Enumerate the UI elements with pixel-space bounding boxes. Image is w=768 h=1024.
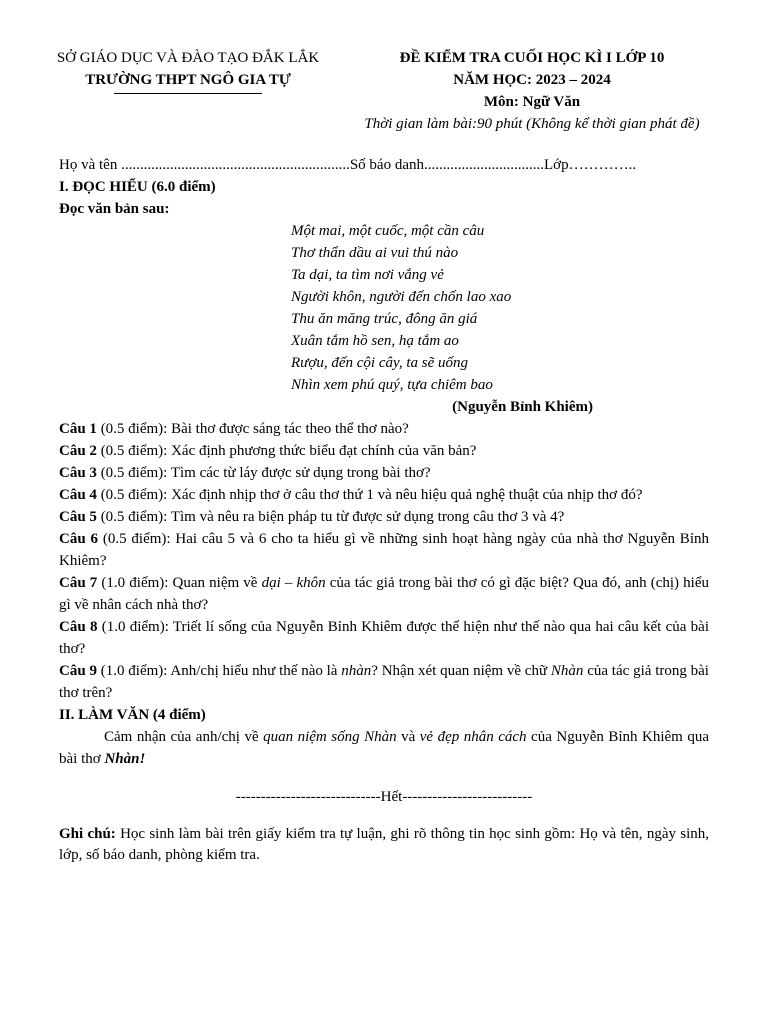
department-name: SỞ GIÁO DỤC VÀ ĐÀO TẠO ĐẮK LẮK <box>56 50 320 66</box>
question-9 <box>59 660 709 704</box>
poem-line: Nhìn xem phú quý, tựa chiêm bao <box>291 377 493 393</box>
time-note: Thời gian làm bài:90 phút (Không kể thời gian phát đề) <box>364 116 700 132</box>
poem-line: Rượu, đến cội cây, ta sẽ uống <box>291 355 468 371</box>
question-label: Câu 3 <box>59 465 97 481</box>
question-7 <box>59 572 709 616</box>
exam-title: ĐỀ KIỂM TRA CUỐI HỌC KÌ I LỚP 10 <box>399 50 665 66</box>
poem-line: Thơ thẩn dầu ai vui thú nào <box>291 245 459 261</box>
question-label: Câu 1 <box>59 421 97 437</box>
poem <box>291 220 709 396</box>
question-text: ? Nhận xét quan niệm về chữ <box>371 663 551 679</box>
school-name: TRƯỜNG THPT NGÔ GIA TỰ <box>85 72 291 88</box>
question-emphasis: Nhàn <box>550 663 584 679</box>
question-3 <box>59 462 709 484</box>
question-emphasis: nhàn <box>341 663 372 679</box>
student-info-line: Họ và tên .............................................................Số báo danh................................Lớp………….. <box>59 157 637 173</box>
essay-emphasis: vẻ đẹp nhân cách <box>419 729 527 745</box>
question-label: Câu 4 <box>59 487 97 503</box>
question-1 <box>59 418 709 440</box>
question-5 <box>59 506 709 528</box>
reading-intro: Đọc văn bản sau: <box>59 201 170 217</box>
essay-emphasis: quan niệm sống Nhàn <box>263 729 397 745</box>
section1-title: I. ĐỌC HIỂU (6.0 điểm) <box>59 179 216 195</box>
poem-author: (Nguyễn Bỉnh Khiêm) <box>452 399 593 415</box>
question-text: (1.0 điểm): Anh/chị hiểu như thế nào là <box>96 663 342 679</box>
section2-title: II. LÀM VĂN (4 điểm) <box>59 707 206 723</box>
note <box>59 824 709 866</box>
essay-prompt <box>59 726 709 770</box>
question-label: Câu 2 <box>59 443 97 459</box>
question-6 <box>59 528 709 572</box>
question-text: của tác giả trong bài thơ trên? <box>59 663 709 701</box>
poem-line: Một mai, một cuốc, một cần câu <box>291 223 485 239</box>
question-text: (0.5 điểm): Xác định phương thức biểu đạt chính của văn bản? <box>96 443 477 459</box>
note-text: Học sinh làm bài trên giấy kiểm tra tự luận, ghi rõ thông tin học sinh gồm: Họ và tên, ngày sinh, lớp, số báo danh, phòng kiểm tra. <box>59 826 709 863</box>
subject: Môn: Ngữ Văn <box>483 94 581 110</box>
question-label: Câu 6 <box>59 531 99 547</box>
essay-poem-title: Nhàn! <box>104 751 146 767</box>
poem-line: Xuân tắm hồ sen, hạ tắm ao <box>291 333 459 349</box>
question-label: Câu 9 <box>59 663 97 679</box>
exam-body <box>59 154 709 866</box>
question-label: Câu 7 <box>59 575 98 591</box>
essay-text: Cảm nhận của anh/chị về <box>104 729 264 745</box>
poem-line: Thu ăn măng trúc, đông ăn giá <box>291 311 478 327</box>
question-label: Câu 8 <box>59 619 98 635</box>
question-text: (1.0 điểm): Triết lí sống của Nguyễn Bỉnh Khiêm được thể hiện như thế nào qua hai câu kết của bài thơ? <box>59 619 709 657</box>
question-emphasis: dại – khôn <box>261 575 326 591</box>
question-text: (0.5 điểm): Bài thơ được sáng tác theo thể thơ nào? <box>96 421 409 437</box>
question-8 <box>59 616 709 660</box>
question-4 <box>59 484 709 506</box>
poem-line: Ta dại, ta tìm nơi vắng vẻ <box>291 267 444 283</box>
question-text: của tác giả trong bài thơ có gì đặc biệt? Qua đó, anh (chị) hiểu gì về nhân cách nhà thơ? <box>59 575 709 613</box>
question-text: (0.5 điểm): Tìm và nêu ra biện pháp tu từ được sử dụng trong câu thơ 3 và 4? <box>96 509 565 525</box>
header-left <box>30 47 346 94</box>
essay-text: của Nguyễn Bỉnh Khiêm qua bài thơ <box>59 729 709 767</box>
question-2 <box>59 440 709 462</box>
header-divider <box>114 93 262 94</box>
note-label: Ghi chú: <box>59 826 116 842</box>
question-text: (0.5 điểm): Xác định nhịp thơ ở câu thơ thứ 1 và nêu hiệu quả nghệ thuật của nhịp thơ đó? <box>96 487 643 503</box>
question-text: (0.5 điểm): Hai câu 5 và 6 cho ta hiểu gì về những sinh hoạt hàng ngày của nhà thơ Nguyễn Bỉnh Khiêm? <box>59 531 709 569</box>
question-text: (1.0 điểm): Quan niệm về <box>97 575 262 591</box>
end-mark: -----------------------------Hết-------------------------- <box>235 789 533 805</box>
question-label: Câu 5 <box>59 509 97 525</box>
poem-line: Người khôn, người đến chốn lao xao <box>291 289 512 305</box>
header-right <box>362 47 702 135</box>
essay-text: và <box>396 729 420 745</box>
school-year: NĂM HỌC: 2023 – 2024 <box>453 72 611 88</box>
question-text: (0.5 điểm): Tìm các từ láy được sử dụng trong bài thơ? <box>96 465 431 481</box>
